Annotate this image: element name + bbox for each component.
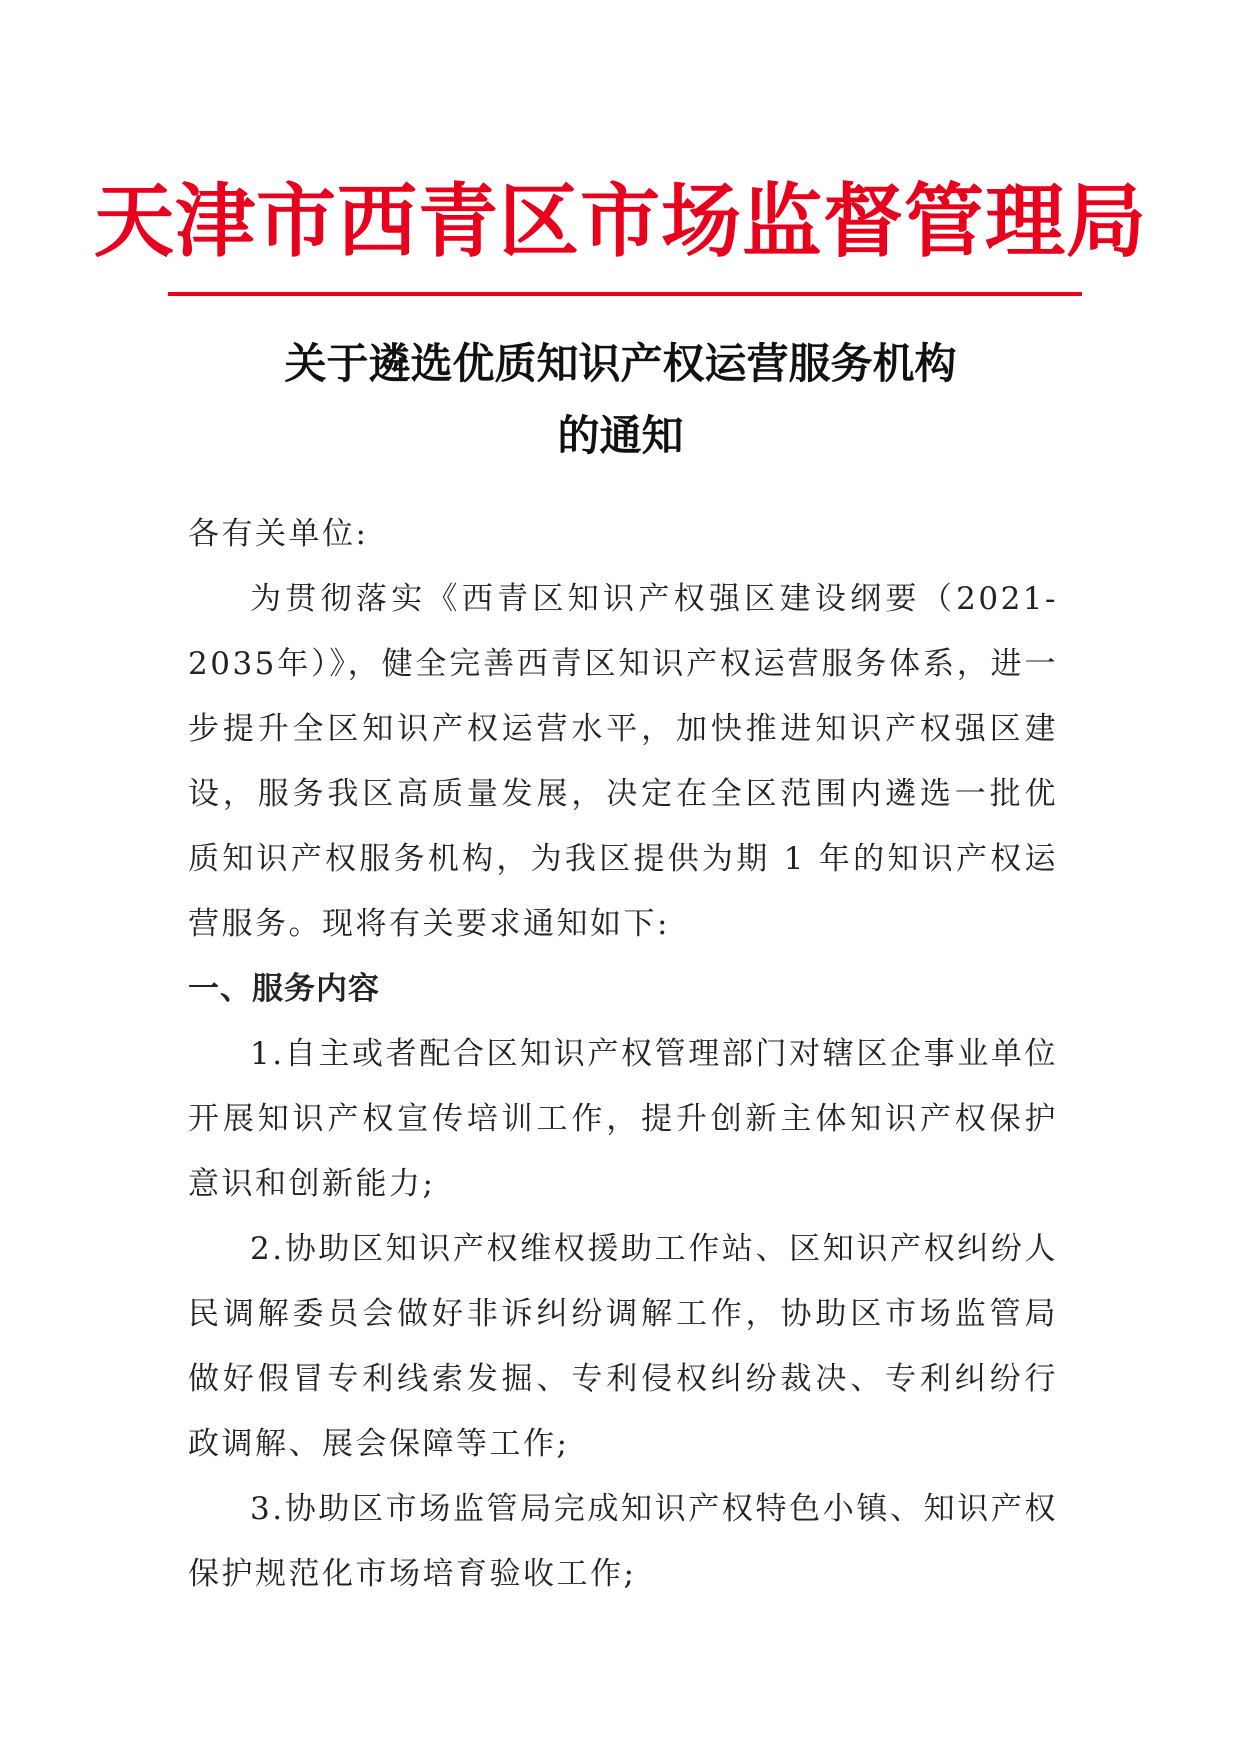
service-item-2: 2.协助区知识产权维权援助工作站、区知识产权纠纷人民调解委员会做好非诉纠纷调解工作，协助区市场监管局做好假冒专利线索发掘、专利侵权纠纷裁决、专利纠纷行政调解、展会保障等工作; (188, 1231, 1058, 1462)
header-red-rule (168, 292, 1082, 296)
service-item-1: 1.自主或者配合区知识产权管理部门对辖区企事业单位开展知识产权宣传培训工作，提升创新主体知识产权保护意识和创新能力; (188, 1036, 1058, 1202)
document-title-line-2: 的通知 (557, 411, 684, 460)
service-item-3: 3.协助区市场监管局完成知识产权特色小镇、知识产权保护规范化市场培育验收工作; (188, 1491, 1058, 1592)
salutation: 各有关单位: (188, 516, 369, 552)
document-title-line-1: 关于遴选优质知识产权运营服务机构 (284, 339, 957, 388)
section-heading-service-content: 一、服务内容 (188, 971, 380, 1007)
intro-paragraph: 为贯彻落实《西青区知识产权强区建设纲要（2021-2035年）》，健全完善西青区知识产权运营服务体系，进一步提升全区知识产权运营水平，加快推进知识产权强区建设，服务我区高质量发展，决定在全区范围内遴选一批优质知识产权服务机构，为我区提供为期 1 年的知识产权运营服务。现将有关要求通知如下: (188, 581, 1058, 942)
issuing-organization-header: 天津市西青区市场监督管理局 (94, 175, 1147, 268)
document-body (188, 502, 1058, 1607)
document-title (0, 328, 1241, 472)
